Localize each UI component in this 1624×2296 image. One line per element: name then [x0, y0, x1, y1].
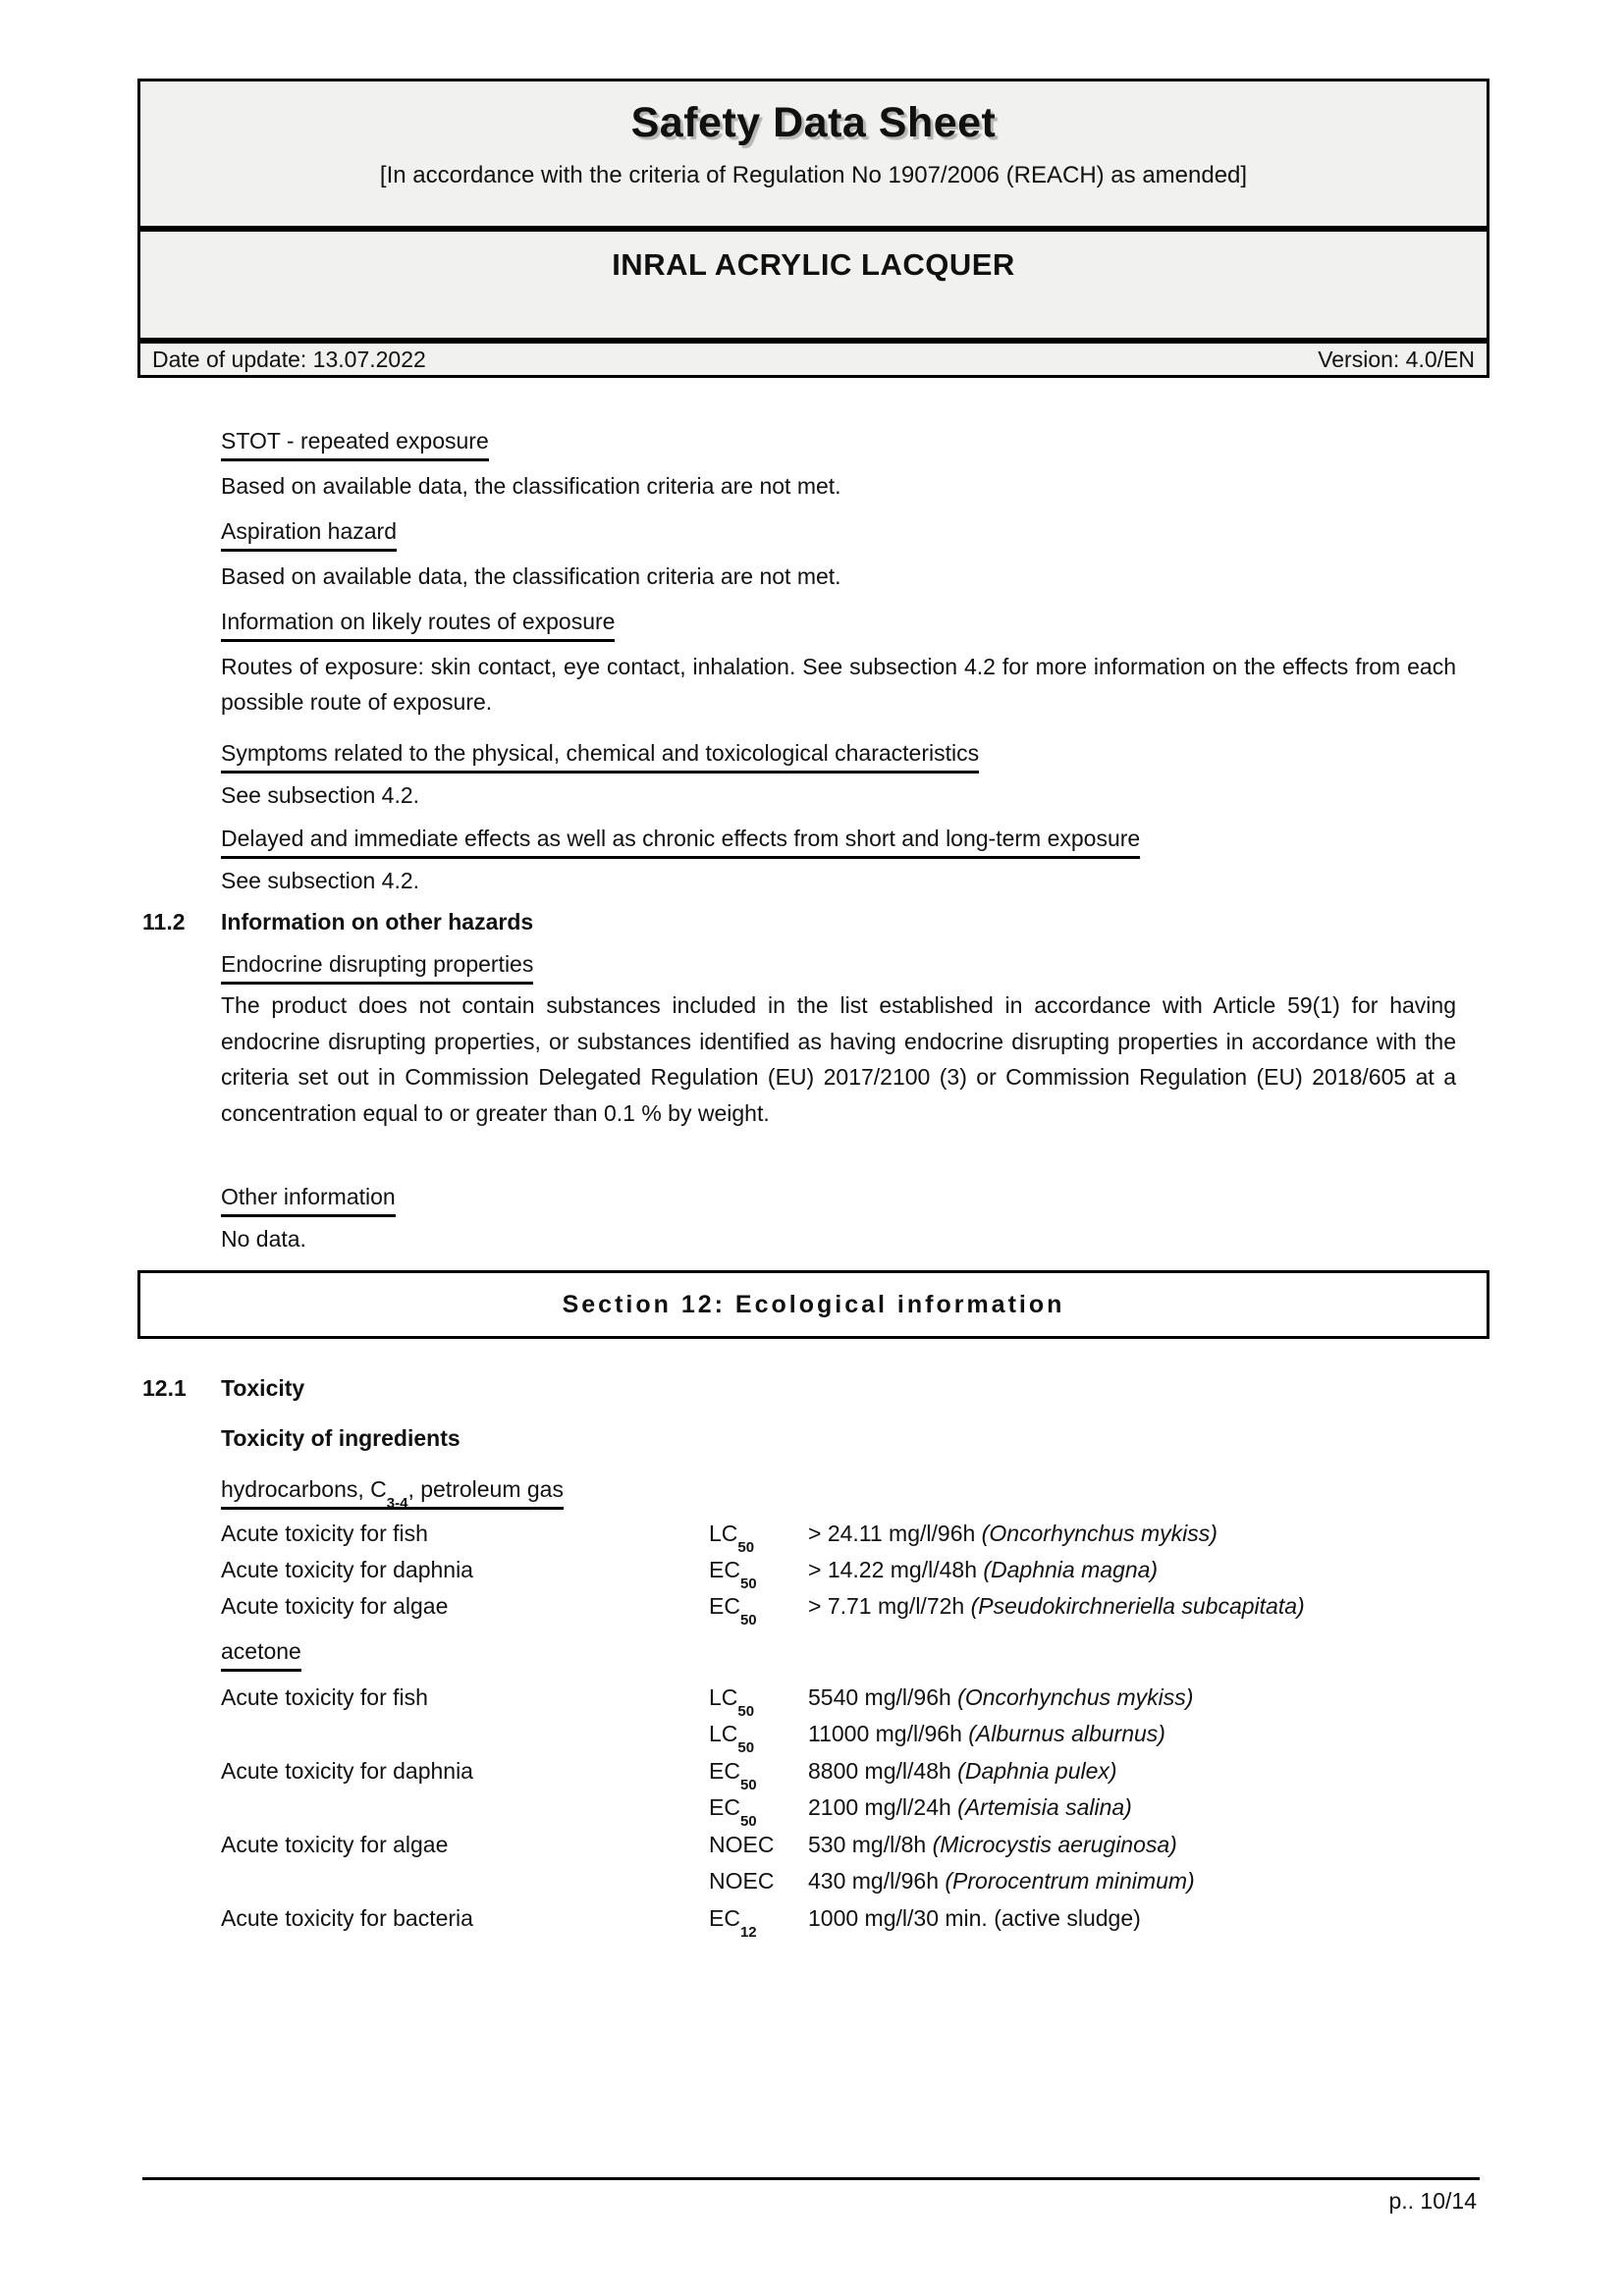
- row-code: $EC_{12}$: [709, 1905, 757, 1941]
- header-box: [137, 79, 1489, 378]
- row-value: 430 mg/l/96h (Prorocentrum minimum): [808, 1868, 1195, 1894]
- paragraph-stot: Based on available data, the classification criteria are not met.: [221, 473, 841, 499]
- heading-toxicity-of-ingredients: Toxicity of ingredients: [221, 1425, 460, 1451]
- row-value: > 14.22 mg/l/48h (Daphnia magna): [808, 1557, 1159, 1582]
- ingredient-heading-hydrocarbons: hydrocarbons, $C_{3-4}$, petroleum gas: [221, 1476, 564, 1512]
- section-12-banner: Section 12: Ecological information: [137, 1270, 1489, 1339]
- heading-aspiration-hazard: Aspiration hazard: [221, 513, 1456, 552]
- heading-other-information: Other information: [221, 1179, 1456, 1217]
- row-label: Acute toxicity for daphnia: [221, 1758, 473, 1784]
- row-label: [221, 1790, 709, 1824]
- row-code: $LC_{50}$: [709, 1684, 755, 1720]
- row-value: 11000 mg/l/96h (Alburnus alburnus): [808, 1721, 1165, 1746]
- page-number: p.. 10/14: [1388, 2188, 1477, 2214]
- subscript-3-4: 3-4: [386, 1494, 408, 1512]
- paragraph-symptoms: See subsection 4.2.: [221, 782, 420, 808]
- paragraph-aspiration: Based on available data, the classification criteria are not met.: [221, 563, 841, 589]
- row-code: $EC_{50}$: [709, 1758, 757, 1793]
- paragraph-routes: Routes of exposure: skin contact, eye contact, inhalation. See subsection 4.2 for more information on the effects from each possible route of exposure.: [221, 654, 1456, 715]
- row-code: $EC_{50}$: [709, 1593, 757, 1629]
- species-name: (Daphnia pulex): [957, 1758, 1117, 1784]
- row-label: Acute toxicity for bacteria: [221, 1905, 473, 1931]
- species-name: (Microcystis aeruginosa): [932, 1832, 1177, 1857]
- row-value: 530 mg/l/8h (Microcystis aeruginosa): [808, 1832, 1177, 1857]
- header-title-row: [140, 81, 1487, 232]
- table-row: [221, 1864, 1456, 1897]
- date-of-update: Date of update: 13.07.2022: [152, 346, 426, 372]
- product-name: INRAL ACRYLIC LACQUER: [612, 247, 1015, 282]
- row-code: $EC_{50}$: [709, 1794, 757, 1830]
- row-value: 8800 mg/l/48h (Daphnia pulex): [808, 1758, 1117, 1784]
- row-value: 5540 mg/l/96h (Oncorhynchus mykiss): [808, 1684, 1194, 1710]
- section-number-11-2: 11.2: [142, 909, 186, 934]
- row-label: Acute toxicity for algae: [221, 1832, 449, 1857]
- table-row: [221, 1901, 1456, 1941]
- row-label: Acute toxicity for algae: [221, 1593, 449, 1619]
- heading-symptoms: Symptoms related to the physical, chemical and toxicological characteristics: [221, 735, 1456, 774]
- version-label: Version: 4.0/EN: [1318, 346, 1475, 372]
- row-value: > 7.71 mg/l/72h (Pseudokirchneriella subcapitata): [808, 1593, 1305, 1619]
- species-name: (Artemisia salina): [957, 1794, 1132, 1820]
- section-number-12-1: 12.1: [142, 1375, 187, 1401]
- header-meta-row: [140, 344, 1487, 375]
- document-subtitle: [In accordance with the criteria of Regulation No 1907/2006 (REACH) as amended]: [379, 162, 1248, 188]
- row-value: 1000 mg/l/30 min. (active sludge): [808, 1905, 1141, 1931]
- row-code: $LC_{50}$: [709, 1721, 755, 1756]
- species-name: (Alburnus alburnus): [968, 1721, 1165, 1746]
- heading-delayed-effects: Delayed and immediate effects as well as chronic effects from short and long-term exposure: [221, 821, 1456, 859]
- row-value: > 24.11 mg/l/96h (Oncorhynchus mykiss): [808, 1521, 1218, 1546]
- table-row: [221, 1754, 1456, 1793]
- paragraph-other-information: No data.: [221, 1226, 306, 1252]
- table-row: [221, 1828, 1456, 1861]
- paragraph-endocrine: The product does not contain substances included in the list established in accordance with Article 59(1) for having endocrine disrupting properties, or substances identified as having endocrine disrupting properties in accordance with the criteria set out in Commission Delegated Regulation (EU) 2017/2100 (3) or Commission Regulation (EU) 2018/605 at a concentration equal to or greater than 0.1 % by weight.: [221, 992, 1456, 1126]
- table-row: [221, 1717, 1456, 1756]
- row-code: NOEC: [709, 1868, 775, 1894]
- table-row: [221, 1790, 1456, 1830]
- heading-endocrine-properties: Endocrine disrupting properties: [221, 946, 1456, 985]
- footer-divider: [142, 2177, 1480, 2180]
- heading-toxicity: 12.1 Toxicity: [221, 1370, 1456, 1406]
- heading-information-on-other-hazards: 11.2 Information on other hazards: [221, 904, 1456, 939]
- row-label: [221, 1864, 709, 1897]
- table-row: [221, 1589, 1456, 1629]
- row-code: $EC_{50}$: [709, 1557, 757, 1592]
- paragraph-delayed: See subsection 4.2.: [221, 868, 420, 893]
- row-value: 2100 mg/l/24h (Artemisia salina): [808, 1794, 1132, 1820]
- table-row: [221, 1517, 1456, 1556]
- row-code: NOEC: [709, 1832, 775, 1857]
- species-name: (Daphnia magna): [983, 1557, 1159, 1582]
- species-name: (Oncorhynchus mykiss): [957, 1684, 1194, 1710]
- row-label: Acute toxicity for fish: [221, 1521, 428, 1546]
- row-label: Acute toxicity for daphnia: [221, 1557, 473, 1582]
- document-title: Safety Data Sheet: [630, 99, 997, 146]
- heading-stot-repeated-exposure: STOT - repeated exposure: [221, 423, 1456, 461]
- row-code: $LC_{50}$: [709, 1521, 755, 1556]
- table-row: [221, 1553, 1456, 1592]
- ingredient-heading-acetone: acetone: [221, 1633, 1456, 1672]
- row-label: Acute toxicity for fish: [221, 1684, 428, 1710]
- header-product-row: [140, 232, 1487, 344]
- row-label: [221, 1717, 709, 1750]
- table-row: [221, 1681, 1456, 1720]
- species-name: (Prorocentrum minimum): [945, 1868, 1195, 1894]
- species-name: (Oncorhynchus mykiss): [981, 1521, 1218, 1546]
- heading-routes-of-exposure: Information on likely routes of exposure: [221, 604, 1456, 642]
- species-name: (Pseudokirchneriella subcapitata): [970, 1593, 1305, 1619]
